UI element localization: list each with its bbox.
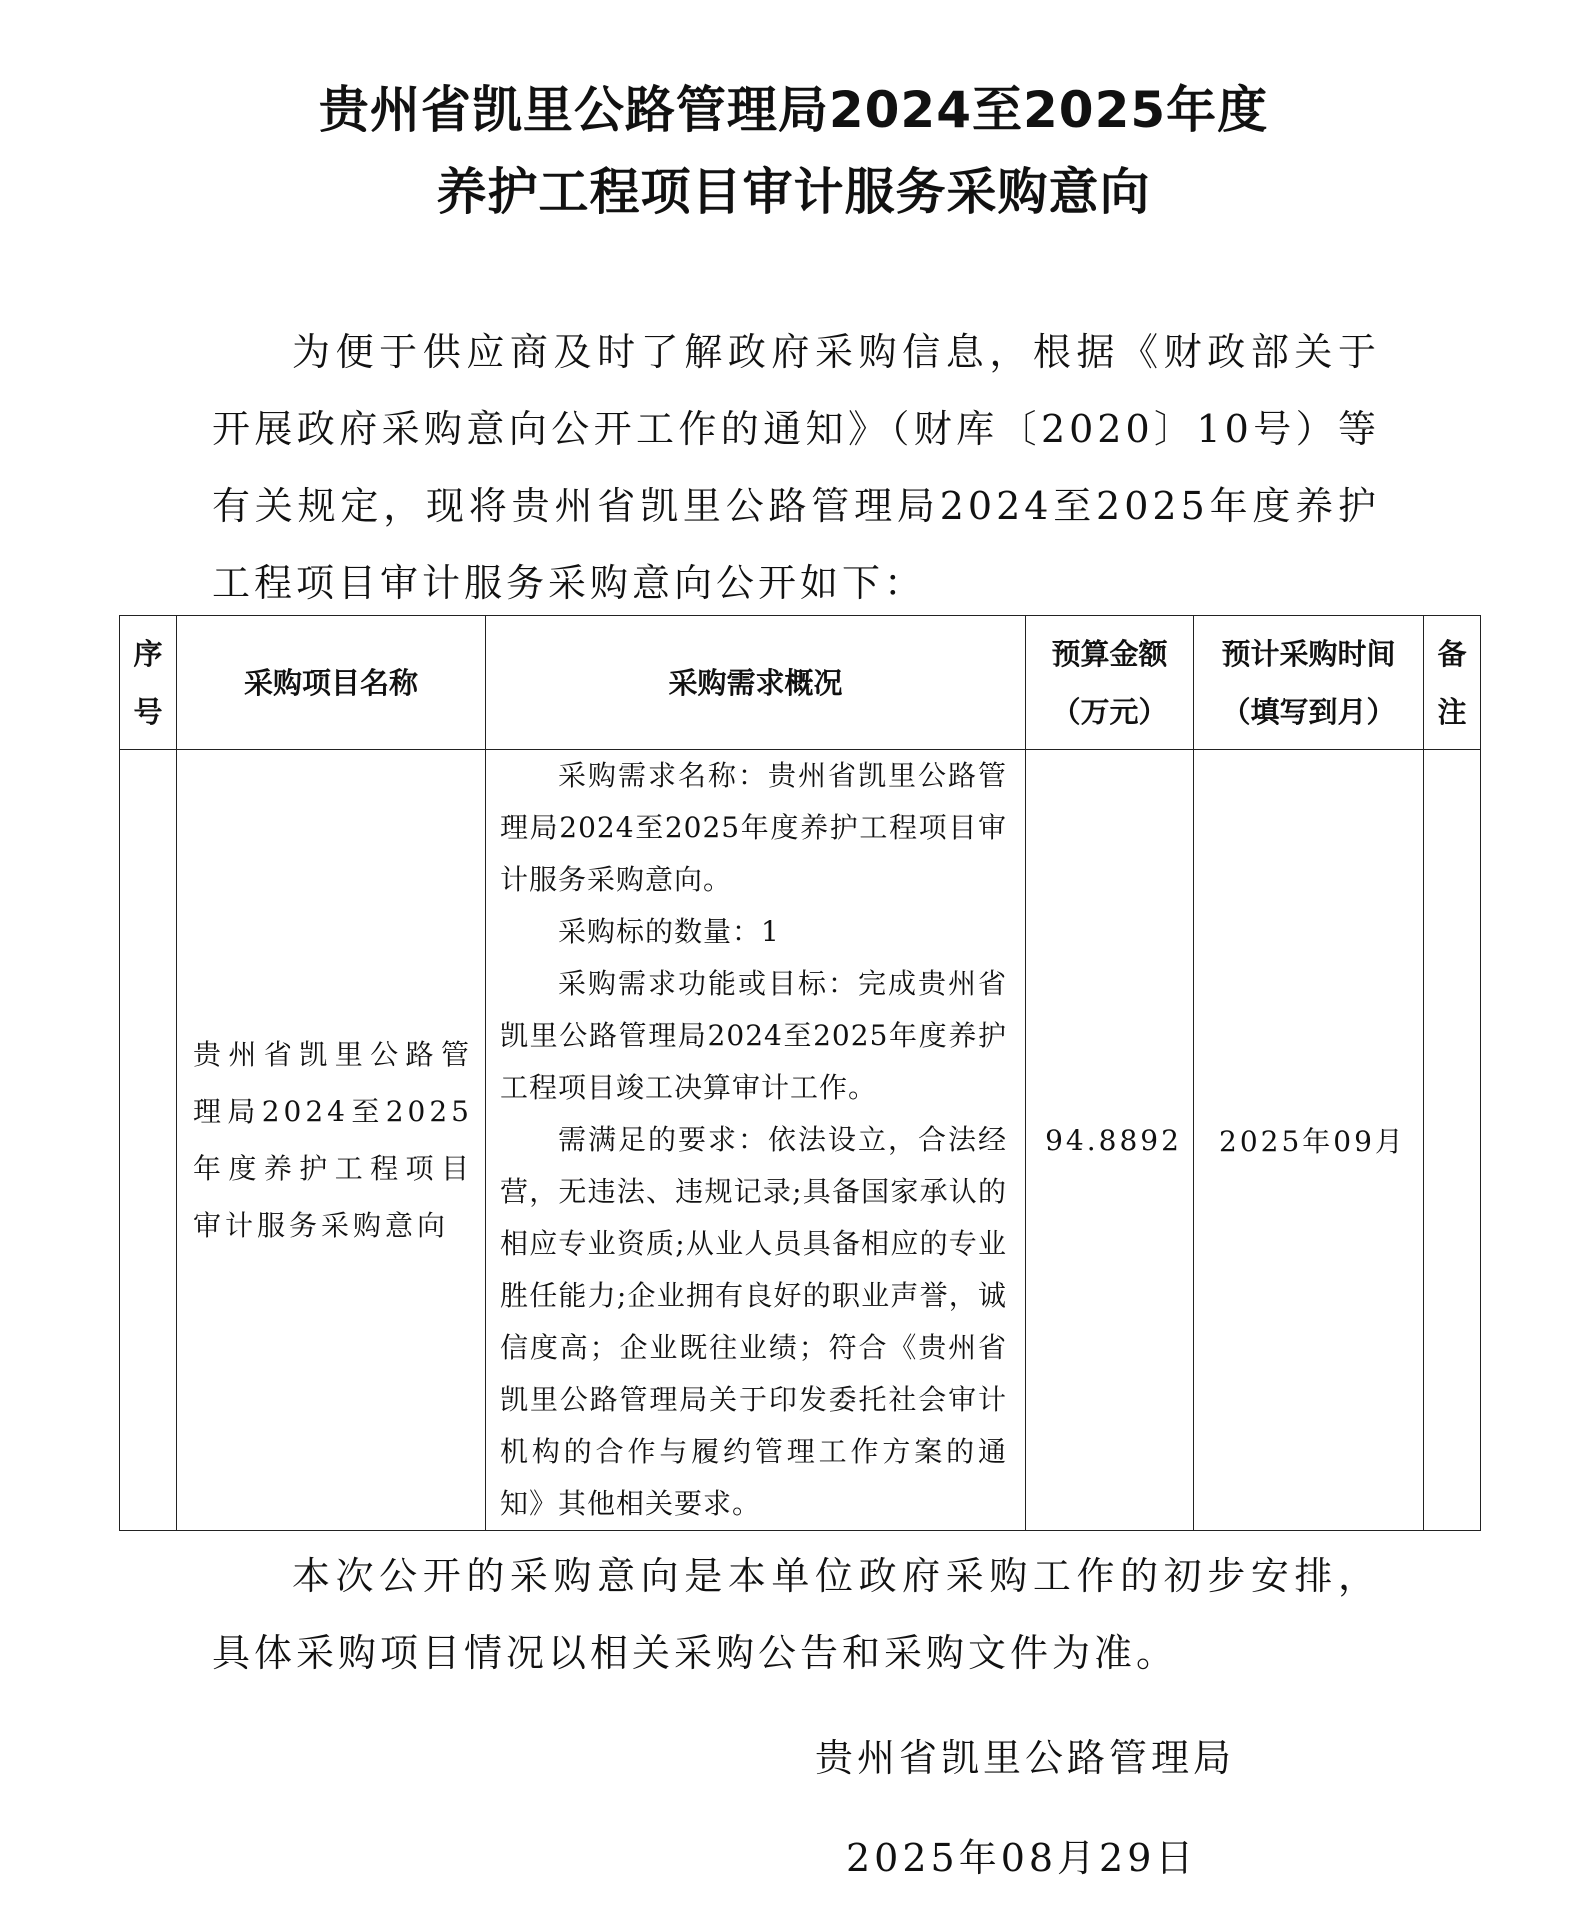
requirement-item: 采购需求名称：贵州省凯里公路管理局2024至2025年度养护工程项目审计服务采购意向。 [500, 759, 1007, 896]
header-remarks-line1: 备 [1437, 636, 1467, 671]
cell-seq [120, 750, 177, 1531]
procurement-table [119, 615, 1481, 1531]
table-row [120, 750, 1481, 1531]
closing-paragraph: 本次公开的采购意向是本单位政府采购工作的初步安排，具体采购项目情况以相关采购公告和采购文件为准。 [212, 1554, 1380, 1675]
header-seq [120, 616, 177, 750]
header-remarks-line2: 注 [1437, 694, 1467, 729]
header-time-line1: 预计采购时间 [1221, 636, 1396, 671]
issue-date: 2025年08月29日 [846, 1836, 1198, 1880]
requirement-item: 采购需求功能或目标：完成贵州省凯里公路管理局2024至2025年度养护工程项目竣工决算审计工作。 [500, 967, 1007, 1104]
header-budget [1026, 616, 1194, 750]
cell-requirements [486, 750, 1026, 1531]
document-title-line-2: 养护工程项目审计服务采购意向 [436, 163, 1151, 221]
intro-paragraph: 为便于供应商及时了解政府采购信息，根据《财政部关于开展政府采购意向公开工作的通知》（财库〔2020〕10号）等有关规定，现将贵州省凯里公路管理局2024至2025年度养护工程项目审计服务采购意向公开如下： [212, 330, 1380, 605]
header-budget-line2: （万元） [1051, 694, 1168, 729]
header-procurement-time [1194, 616, 1424, 750]
header-requirements: 采购需求概况 [486, 616, 1026, 750]
issuing-organization: 贵州省凯里公路管理局 [815, 1736, 1236, 1780]
header-seq-line1: 序 [133, 636, 163, 671]
header-seq-line2: 号 [133, 694, 163, 729]
header-project-name: 采购项目名称 [177, 616, 486, 750]
header-time-line2: （填写到月） [1221, 694, 1396, 729]
requirement-item: 需满足的要求：依法设立，合法经营，无违法、违规记录;具备国家承认的相应专业资质;从业人员具备相应的专业胜任能力;企业拥有良好的职业声誉，诚信度高；企业既往业绩；符合《贵州省凯里公路管理局关于印发委托社会审计机构的合作与履约管理工作方案的通知》其他相关要求。 [500, 1123, 1007, 1520]
cell-procurement-time: 2025年09月 [1194, 750, 1424, 1531]
header-budget-line1: 预算金额 [1051, 636, 1168, 671]
table-header-row [120, 616, 1481, 750]
cell-project-name: 贵州省凯里公路管理局2024至2025年度养护工程项目审计服务采购意向 [177, 750, 486, 1531]
requirement-item: 采购标的数量：1 [558, 915, 780, 948]
document-title-line-1: 贵州省凯里公路管理局2024至2025年度 [318, 81, 1269, 139]
cell-remarks [1424, 750, 1481, 1531]
cell-budget: 94.8892 [1026, 750, 1194, 1531]
header-remarks [1424, 616, 1481, 750]
